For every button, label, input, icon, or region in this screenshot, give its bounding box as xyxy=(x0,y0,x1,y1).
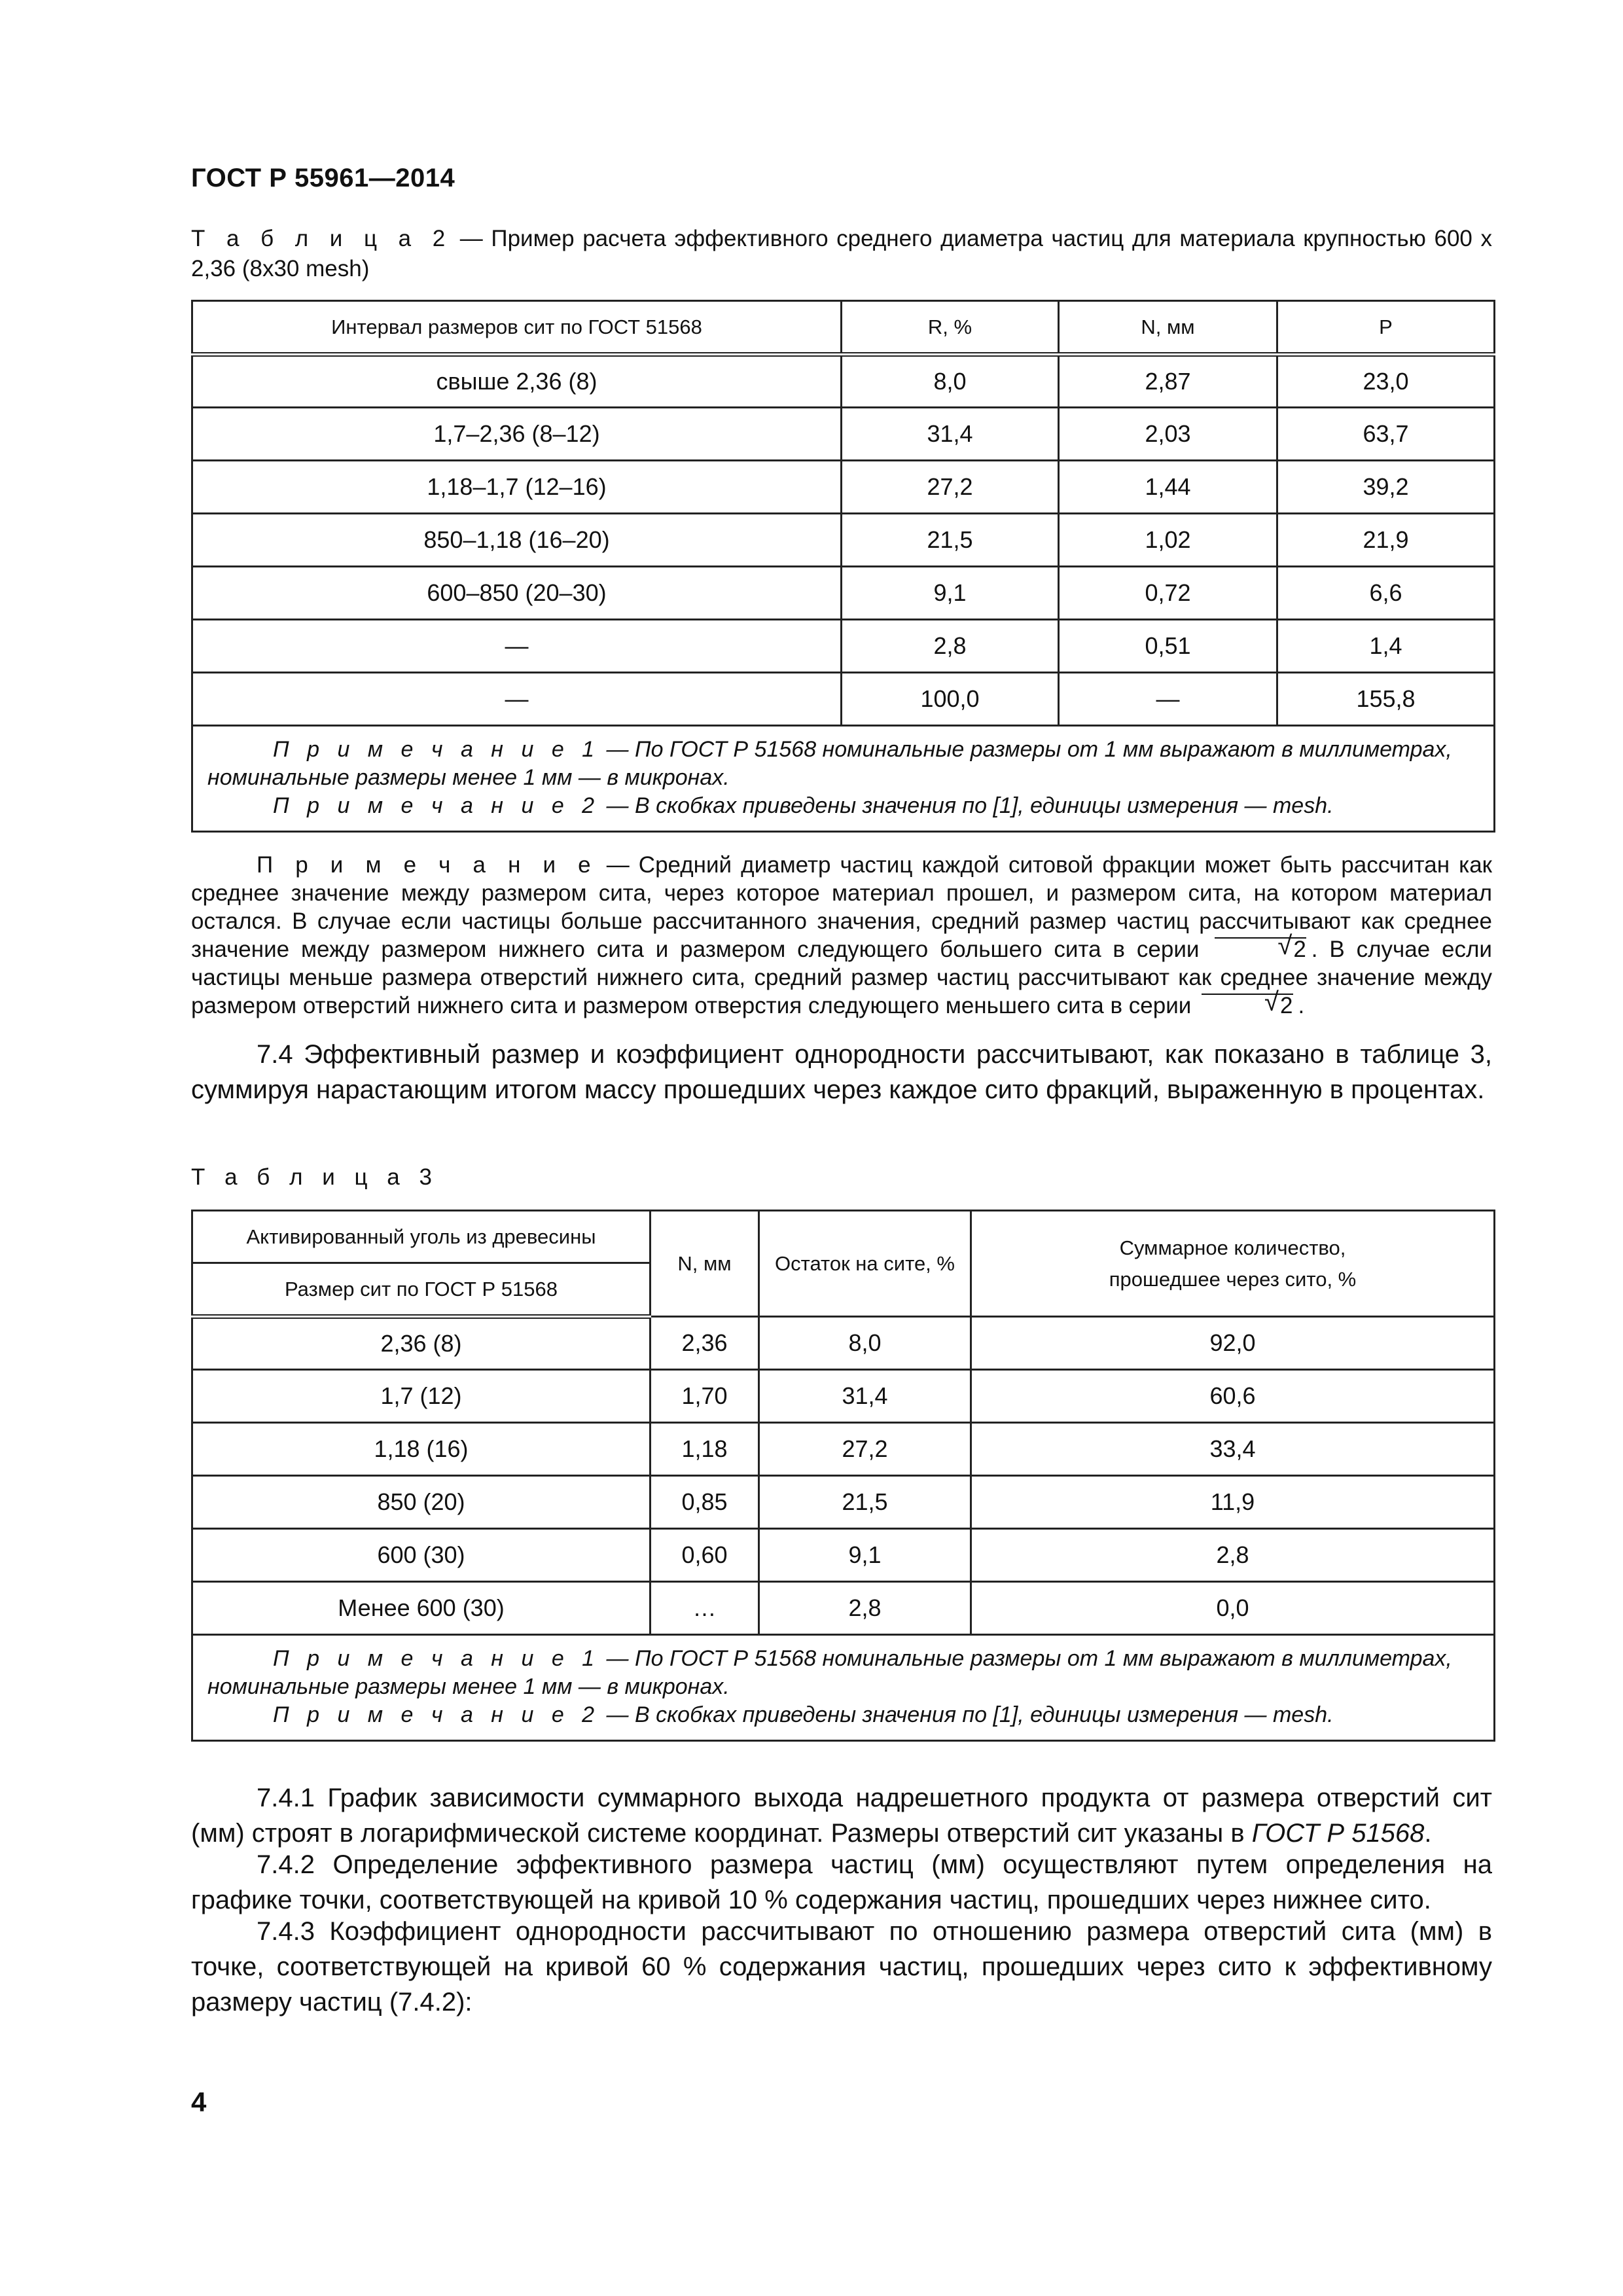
note-label: П р и м е ч а н и е xyxy=(257,852,597,878)
table3-header-sub: Размер сит по ГОСТ Р 51568 xyxy=(192,1263,651,1317)
table-cell: 92,0 xyxy=(971,1317,1495,1370)
table-cell: 1,7 (12) xyxy=(192,1370,651,1423)
table-cell: — xyxy=(192,620,842,673)
table-cell: 27,2 xyxy=(759,1423,971,1476)
sqrt-symbol xyxy=(1215,937,1306,961)
table-cell: 8,0 xyxy=(842,355,1059,408)
paragraph-7-4-2: 7.4.2 Определение эффективного размера частиц (мм) осуществляют путем определения на графике точки, соответствующей на кривой 10 % содержания частиц, прошедших через нижнее сито. xyxy=(191,1850,1492,1914)
table-cell: 6,6 xyxy=(1277,567,1495,620)
table3-notes-row xyxy=(192,1635,1495,1741)
table-cell: — xyxy=(192,673,842,726)
table-cell: 2,87 xyxy=(1059,355,1277,408)
table-row xyxy=(192,673,1495,726)
table-row xyxy=(192,567,1495,620)
table3-note2-text: — В скобках приведены значения по [1], единицы измерения — mesh. xyxy=(600,1702,1334,1727)
table-row xyxy=(192,355,1495,408)
table-cell: 1,7–2,36 (8–12) xyxy=(192,408,842,461)
table-cell: 31,4 xyxy=(759,1370,971,1423)
table2-note1-label: П р и м е ч а н и е 1 xyxy=(273,737,601,762)
paragraph-7-4-1-reference: ГОСТ Р 51568 xyxy=(1251,1819,1425,1848)
sqrt-symbol xyxy=(1202,994,1293,1017)
table-cell: — xyxy=(1059,673,1277,726)
table-cell: 1,18–1,7 (12–16) xyxy=(192,461,842,514)
note-paragraph xyxy=(191,851,1492,1020)
table-cell: 1,70 xyxy=(651,1370,759,1423)
table3-note2-label: П р и м е ч а н и е 2 xyxy=(273,1702,601,1727)
table2-note2-label: П р и м е ч а н и е 2 xyxy=(273,793,601,818)
table-cell: 0,0 xyxy=(971,1582,1495,1635)
table-cell: Менее 600 (30) xyxy=(192,1582,651,1635)
table2-notes xyxy=(192,726,1495,832)
table-cell: 21,5 xyxy=(759,1476,971,1529)
table3-notes xyxy=(192,1635,1495,1741)
table-cell: 39,2 xyxy=(1277,461,1495,514)
table-3 xyxy=(191,1210,1495,1742)
table-cell: 27,2 xyxy=(842,461,1059,514)
table3-caption-label: Т а б л и ц а 3 xyxy=(191,1164,438,1190)
table-cell: 9,1 xyxy=(842,567,1059,620)
table3-header-sum-line2: прошедшее через сито, % xyxy=(1109,1267,1357,1291)
table-cell: 31,4 xyxy=(842,408,1059,461)
table-cell: 21,5 xyxy=(842,514,1059,567)
table-cell: 1,18 (16) xyxy=(192,1423,651,1476)
table-cell: … xyxy=(651,1582,759,1635)
table-2 xyxy=(191,300,1495,833)
table3-header-top: Активированный уголь из древесины xyxy=(192,1211,651,1263)
note-text-3: . xyxy=(1298,993,1305,1018)
table-cell: 9,1 xyxy=(759,1529,971,1582)
table2-caption xyxy=(191,224,1492,284)
table-row xyxy=(192,1317,1495,1370)
note-text-1: — Средний диаметр частиц каждой ситовой фракции может быть рассчитан как среднее значение между размером сита, через которое материал прошел, и размером сита, на котором материал остался. В случае если частицы больше рассчитанного значения, средний размер частиц рассчитывают как среднее значение между размером нижнего сита и размером следующего большего сита в серии xyxy=(191,852,1492,962)
table-cell: 600 (30) xyxy=(192,1529,651,1582)
paragraph-7-4-1-text: 7.4.1 График зависимости суммарного выхода надрешетного продукта от размера отверстий сит (мм) строят в логарифмической системе координат. Размеры отверстий сит указаны в xyxy=(191,1784,1492,1848)
table-cell: 850 (20) xyxy=(192,1476,651,1529)
table-cell: 1,18 xyxy=(651,1423,759,1476)
table2-header-n: N, мм xyxy=(1059,301,1277,355)
table-cell: 0,60 xyxy=(651,1529,759,1582)
table-row xyxy=(192,1582,1495,1635)
table-cell: 11,9 xyxy=(971,1476,1495,1529)
table-row xyxy=(192,1423,1495,1476)
table3-note1-cont: номинальные размеры менее 1 мм — в микронах. xyxy=(207,1674,730,1699)
sqrt-value: 2 xyxy=(1280,993,1293,1018)
table-cell: 23,0 xyxy=(1277,355,1495,408)
table2-header-p: P xyxy=(1277,301,1495,355)
table-row xyxy=(192,1529,1495,1582)
table2-note1-cont: номинальные размеры менее 1 мм — в микронах. xyxy=(207,765,730,790)
table-cell: 0,51 xyxy=(1059,620,1277,673)
paragraph-7-4-1-end: . xyxy=(1424,1819,1432,1848)
table-cell: 850–1,18 (16–20) xyxy=(192,514,842,567)
table-cell: 2,36 xyxy=(651,1317,759,1370)
table-row xyxy=(192,1370,1495,1423)
paragraph-7-4: 7.4 Эффективный размер и коэффициент однородности рассчитывают, как показано в таблице 3, суммируя нарастающим итогом массу прошедших через каждое сито фракций, выраженную в процентах. xyxy=(191,1040,1492,1104)
sqrt-value: 2 xyxy=(1293,937,1306,962)
table-cell: 155,8 xyxy=(1277,673,1495,726)
table-cell: 63,7 xyxy=(1277,408,1495,461)
paragraph-7-4-1 xyxy=(191,1780,1492,1851)
table-cell: 2,8 xyxy=(759,1582,971,1635)
note-text-2: . В случае если частицы меньше размера отверстий нижнего сита, средний размер частиц рассчитывают как среднее значение между размером отверстий нижнего сита и размером отверстия следующего меньшего сита в серии xyxy=(191,937,1492,1018)
page-number: 4 xyxy=(191,2087,207,2117)
table3-header-sum xyxy=(971,1211,1495,1317)
paragraph-7-4-3: 7.4.3 Коэффициент однородности рассчитывают по отношению размера отверстий сита (мм) в точке, соответствующей на кривой 60 % содержания частиц, прошедших через сито к эффективному размеру частиц (7.4.2): xyxy=(191,1917,1492,2017)
table-cell: 8,0 xyxy=(759,1317,971,1370)
table-cell: 2,36 (8) xyxy=(192,1317,651,1370)
table-cell: 100,0 xyxy=(842,673,1059,726)
table-cell: 1,44 xyxy=(1059,461,1277,514)
table-row xyxy=(192,408,1495,461)
table-row xyxy=(192,1476,1495,1529)
table-cell: 1,02 xyxy=(1059,514,1277,567)
table-cell: 0,85 xyxy=(651,1476,759,1529)
table3-note1-text: — По ГОСТ Р 51568 номинальные размеры от 1 мм выражают в миллиметрах, xyxy=(600,1646,1452,1671)
table2-caption-label: Т а б л и ц а 2 xyxy=(191,226,452,251)
table-cell: 0,72 xyxy=(1059,567,1277,620)
table-cell: 1,4 xyxy=(1277,620,1495,673)
table2-caption-text: — Пример расчета эффективного среднего диаметра частиц для материала крупностью 600 х 2,36 (8х30 mesh) xyxy=(191,226,1492,281)
table-cell: свыше 2,36 (8) xyxy=(192,355,842,408)
table-row xyxy=(192,461,1495,514)
table3-header-sum-line1: Суммарное количество, xyxy=(1119,1236,1346,1259)
table2-note2-text: — В скобках приведены значения по [1], единицы измерения — mesh. xyxy=(600,793,1334,818)
table2-notes-row xyxy=(192,726,1495,832)
table2-note1-text: — По ГОСТ Р 51568 номинальные размеры от 1 мм выражают в миллиметрах, xyxy=(600,737,1452,762)
table3-caption xyxy=(191,1162,1492,1193)
table3-note1-label: П р и м е ч а н и е 1 xyxy=(273,1646,601,1671)
table-cell: 2,03 xyxy=(1059,408,1277,461)
document-header: ГОСТ Р 55961—2014 xyxy=(191,164,455,192)
table-cell: 600–850 (20–30) xyxy=(192,567,842,620)
table2-header-interval: Интервал размеров сит по ГОСТ 51568 xyxy=(192,301,842,355)
table-cell: 2,8 xyxy=(971,1529,1495,1582)
table2-header-r: R, % xyxy=(842,301,1059,355)
table-cell: 33,4 xyxy=(971,1423,1495,1476)
table-cell: 60,6 xyxy=(971,1370,1495,1423)
table-cell: 21,9 xyxy=(1277,514,1495,567)
table3-header-n: N, мм xyxy=(651,1211,759,1317)
table-row xyxy=(192,514,1495,567)
table-row xyxy=(192,620,1495,673)
table-cell: 2,8 xyxy=(842,620,1059,673)
table3-header-rest: Остаток на сите, % xyxy=(759,1211,971,1317)
